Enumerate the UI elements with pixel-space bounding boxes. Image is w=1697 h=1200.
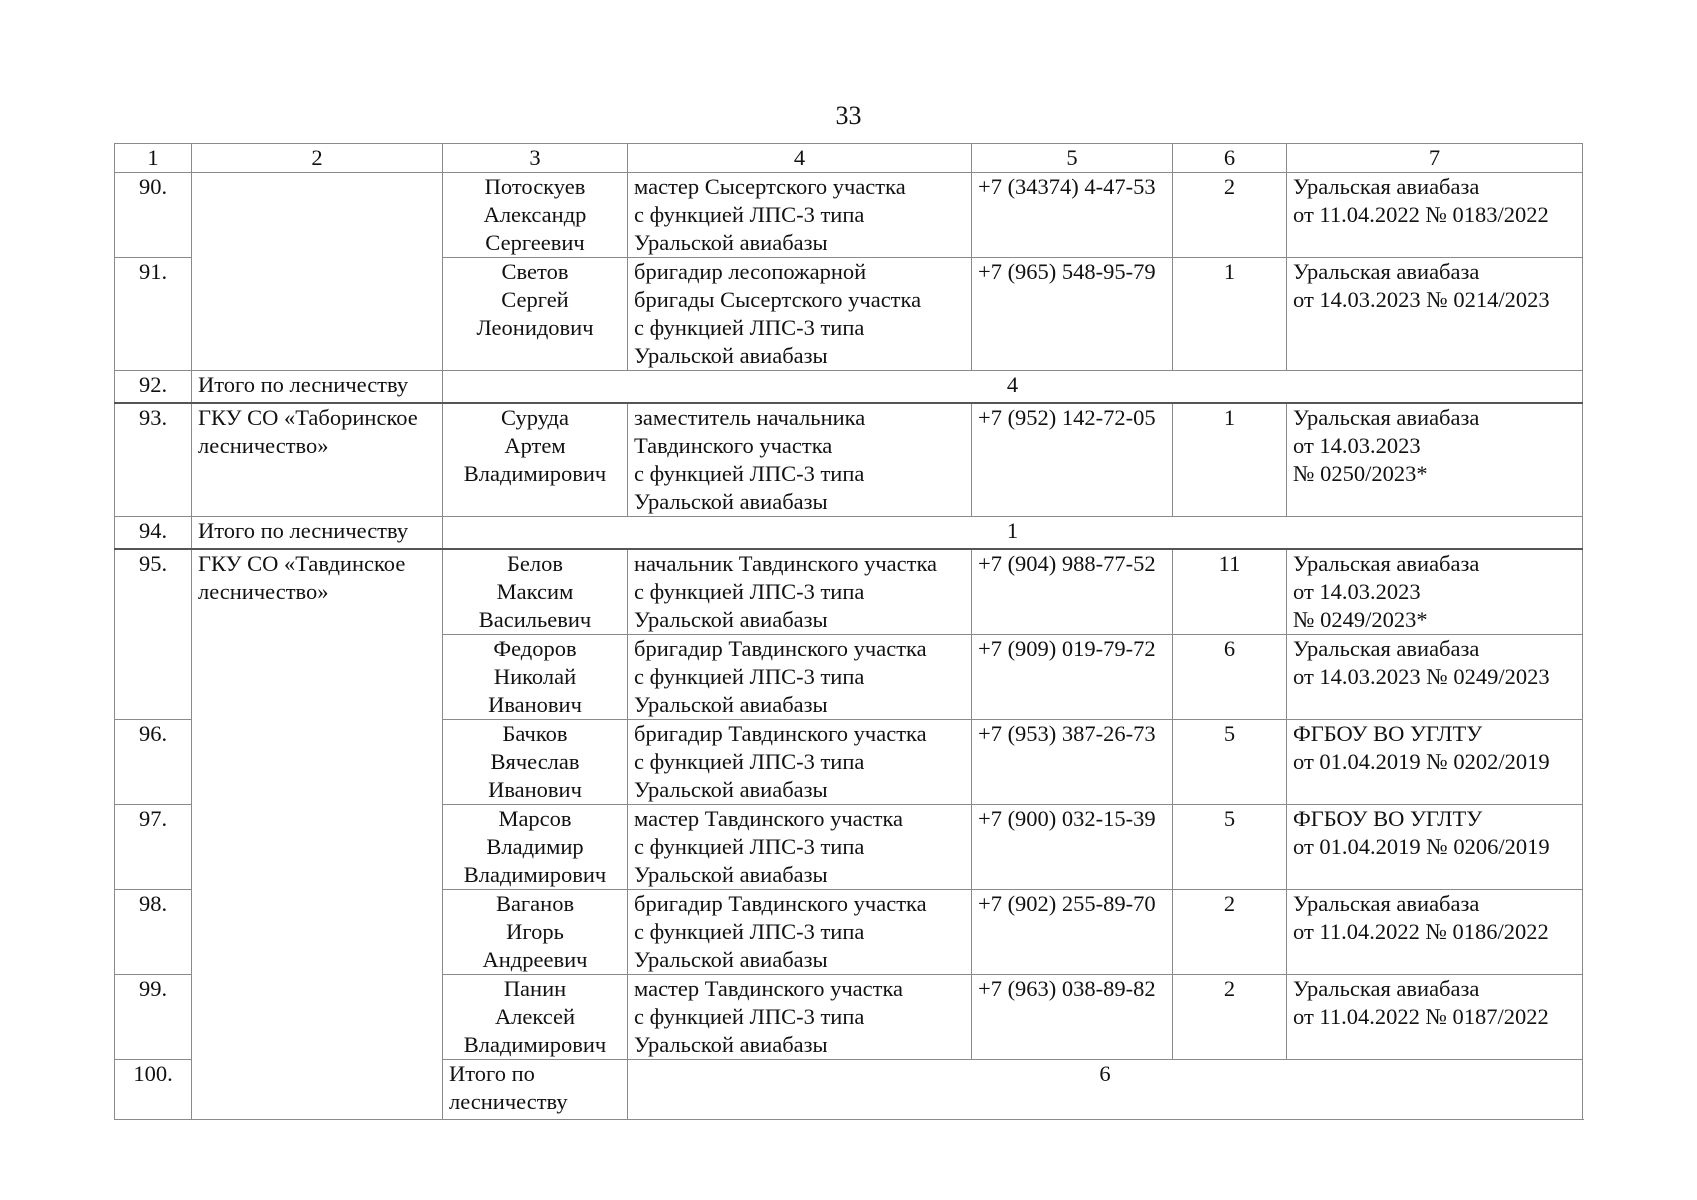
phone-number: +7 (963) 038-89-82: [972, 975, 1173, 1060]
position-title: бригадир Тавдинского участка с функцией ЛПС-3 типа Уральской авиабазы: [628, 720, 972, 805]
person-name: Федоров Николай Иванович: [443, 635, 628, 720]
phone-number: +7 (965) 548-95-79: [972, 258, 1173, 371]
column-header-6: 6: [1173, 144, 1287, 173]
total-value: 6: [628, 1060, 1583, 1120]
quantity-value: 2: [1173, 173, 1287, 258]
certificate-reference: ФГБОУ ВО УГЛТУ от 01.04.2019 № 0206/2019: [1287, 805, 1583, 890]
person-name: Марсов Владимир Владимирович: [443, 805, 628, 890]
phone-number: +7 (909) 019-79-72: [972, 635, 1173, 720]
certificate-reference: Уральская авиабаза от 11.04.2022 № 0187/2022: [1287, 975, 1583, 1060]
column-header-2: 2: [192, 144, 443, 173]
column-header-3: 3: [443, 144, 628, 173]
position-title: начальник Тавдинского участка с функцией ЛПС-3 типа Уральской авиабазы: [628, 549, 972, 635]
column-header-4: 4: [628, 144, 972, 173]
certificate-reference: Уральская авиабаза от 14.03.2023 № 0249/2023*: [1287, 549, 1583, 635]
quantity-value: 6: [1173, 635, 1287, 720]
forestry-total-row: [115, 371, 1583, 404]
row-number: 96.: [115, 720, 192, 805]
certificate-reference: Уральская авиабаза от 11.04.2022 № 0183/2022: [1287, 173, 1583, 258]
row-number: 99.: [115, 975, 192, 1060]
table-row: [115, 173, 1583, 258]
person-name: Белов Максим Васильевич: [443, 549, 628, 635]
total-value: 1: [443, 517, 1583, 550]
position-title: мастер Сысертского участка с функцией ЛПС-3 типа Уральской авиабазы: [628, 173, 972, 258]
total-label: Итого по лесничеству: [192, 517, 443, 550]
forestry-total-row: [115, 517, 1583, 550]
phone-number: +7 (902) 255-89-70: [972, 890, 1173, 975]
total-label: Итого по лесничеству: [443, 1060, 628, 1120]
person-name: Суруда Артем Владимирович: [443, 403, 628, 517]
row-number: 97.: [115, 805, 192, 890]
quantity-value: 11: [1173, 549, 1287, 635]
position-title: мастер Тавдинского участка с функцией ЛПС-3 типа Уральской авиабазы: [628, 975, 972, 1060]
row-number: 92.: [115, 371, 192, 404]
total-value: 4: [443, 371, 1583, 404]
certificate-reference: Уральская авиабаза от 14.03.2023 № 0214/2023: [1287, 258, 1583, 371]
table-row: [115, 549, 1583, 635]
quantity-value: 2: [1173, 890, 1287, 975]
phone-number: +7 (952) 142-72-05: [972, 403, 1173, 517]
row-number: 98.: [115, 890, 192, 975]
forestry-name: ГКУ СО «Таборинское лесничество»: [192, 403, 443, 517]
total-label: Итого по лесничеству: [192, 371, 443, 404]
certificate-reference: Уральская авиабаза от 14.03.2023 № 0250/2023*: [1287, 403, 1583, 517]
person-name: Ваганов Игорь Андреевич: [443, 890, 628, 975]
position-title: заместитель начальника Тавдинского участка с функцией ЛПС-3 типа Уральской авиабазы: [628, 403, 972, 517]
row-number: 100.: [115, 1060, 192, 1120]
personnel-table: [114, 143, 1583, 1120]
row-number: 95.: [115, 549, 192, 720]
quantity-value: 1: [1173, 403, 1287, 517]
position-title: мастер Тавдинского участка с функцией ЛПС-3 типа Уральской авиабазы: [628, 805, 972, 890]
row-number: 90.: [115, 173, 192, 258]
page-number: 33: [835, 101, 862, 130]
quantity-value: 1: [1173, 258, 1287, 371]
phone-number: +7 (34374) 4-47-53: [972, 173, 1173, 258]
position-title: бригадир Тавдинского участка с функцией ЛПС-3 типа Уральской авиабазы: [628, 635, 972, 720]
forestry-name: ГКУ СО «Тавдинское лесничество»: [192, 549, 443, 1120]
certificate-reference: Уральская авиабаза от 14.03.2023 № 0249/2023: [1287, 635, 1583, 720]
column-header-7: 7: [1287, 144, 1583, 173]
quantity-value: 5: [1173, 805, 1287, 890]
row-number: 94.: [115, 517, 192, 550]
phone-number: +7 (900) 032-15-39: [972, 805, 1173, 890]
forestry-name-cell: [192, 173, 443, 371]
person-name: Потоскуев Александр Сергеевич: [443, 173, 628, 258]
person-name: Панин Алексей Владимирович: [443, 975, 628, 1060]
table-row: [115, 403, 1583, 517]
quantity-value: 2: [1173, 975, 1287, 1060]
row-number: 91.: [115, 258, 192, 371]
table-header-row: [115, 144, 1583, 173]
row-number: 93.: [115, 403, 192, 517]
position-title: бригадир лесопожарной бригады Сысертского участка с функцией ЛПС-3 типа Уральской авиабазы: [628, 258, 972, 371]
person-name: Светов Сергей Леонидович: [443, 258, 628, 371]
position-title: бригадир Тавдинского участка с функцией ЛПС-3 типа Уральской авиабазы: [628, 890, 972, 975]
phone-number: +7 (904) 988-77-52: [972, 549, 1173, 635]
phone-number: +7 (953) 387-26-73: [972, 720, 1173, 805]
certificate-reference: Уральская авиабаза от 11.04.2022 № 0186/2022: [1287, 890, 1583, 975]
person-name: Бачков Вячеслав Иванович: [443, 720, 628, 805]
column-header-1: 1: [115, 144, 192, 173]
quantity-value: 5: [1173, 720, 1287, 805]
certificate-reference: ФГБОУ ВО УГЛТУ от 01.04.2019 № 0202/2019: [1287, 720, 1583, 805]
column-header-5: 5: [972, 144, 1173, 173]
